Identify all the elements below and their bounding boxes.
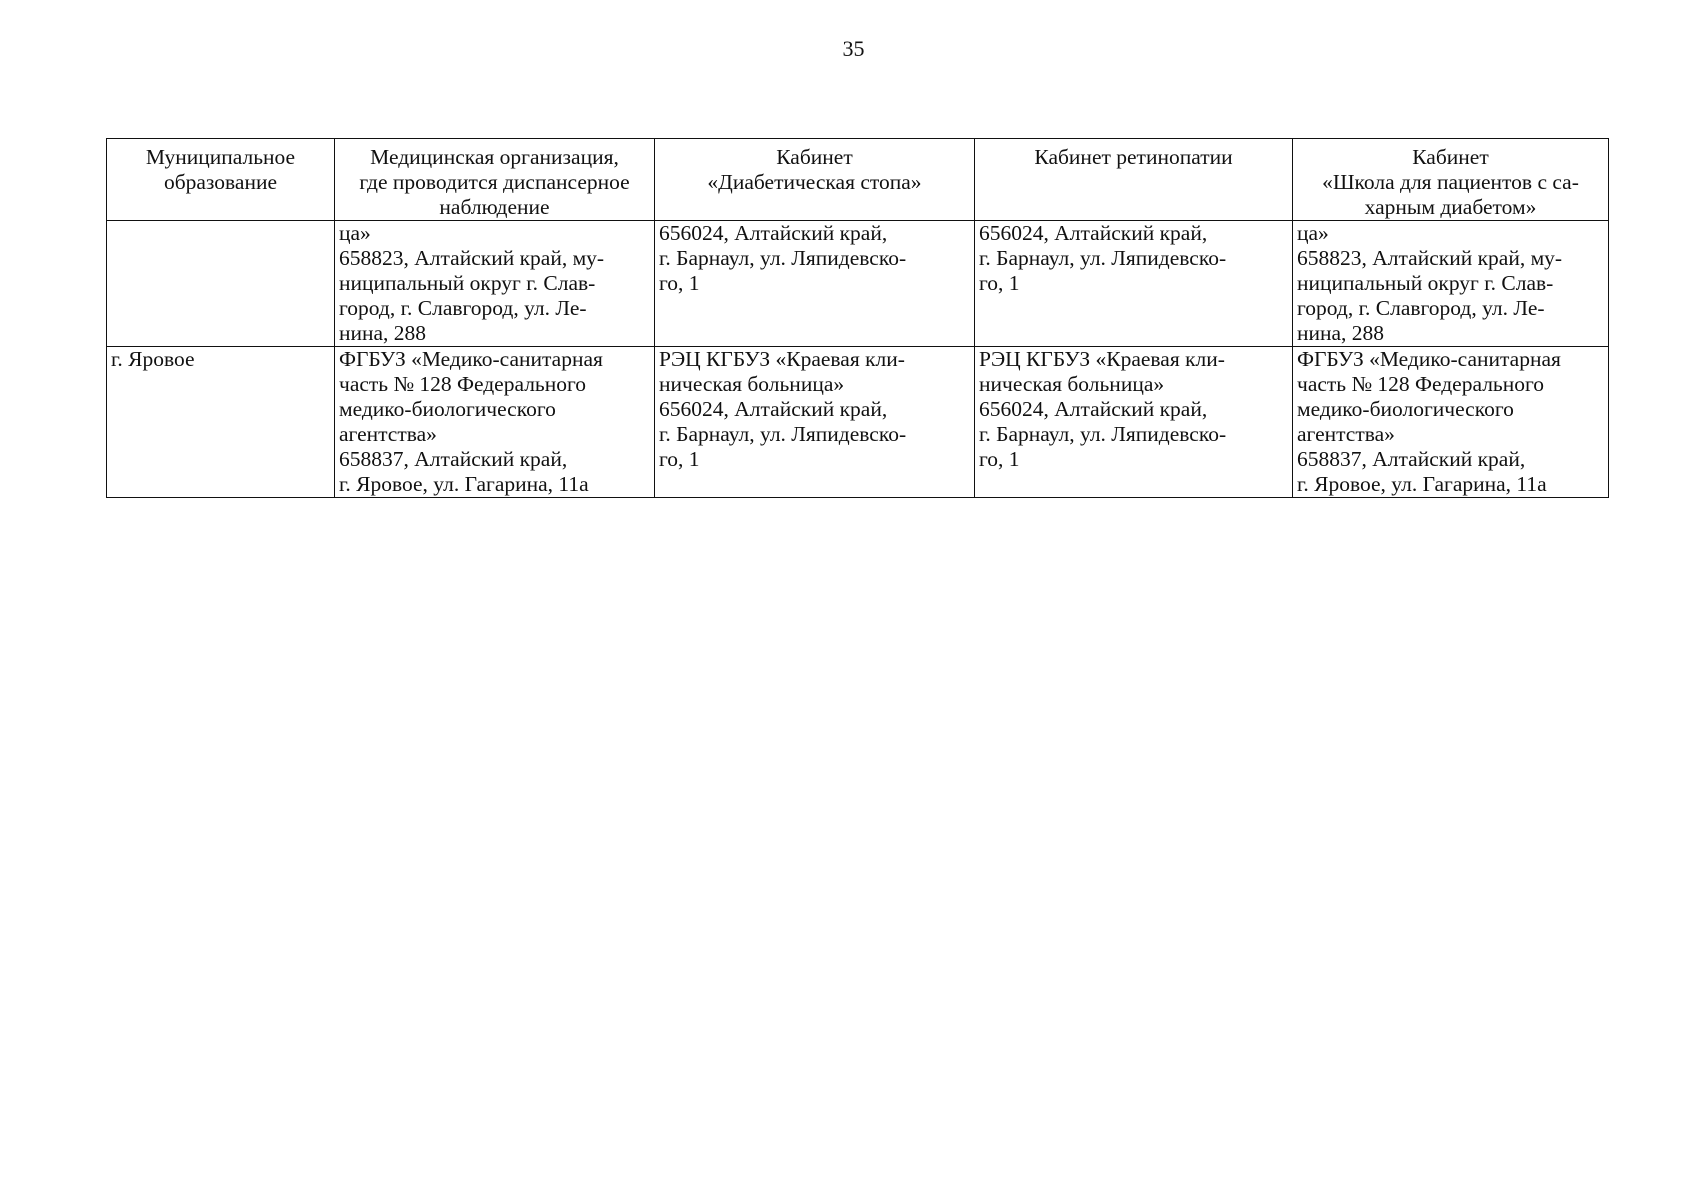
header-medical-organization: Медицинская организация, где проводится диспансерное наблюдение	[335, 139, 655, 221]
table-cell: ца» 658823, Алтайский край, му- ниципальный округ г. Слав- город, г. Славгород, ул. Ле- нина, 288	[1293, 221, 1609, 347]
dispensary-table	[106, 138, 1609, 498]
table-cell: 656024, Алтайский край, г. Барнаул, ул. Ляпидевско- го, 1	[655, 221, 975, 347]
header-diabetes-school: Кабинет «Школа для пациентов с са- харным диабетом»	[1293, 139, 1609, 221]
page-number: 35	[842, 36, 865, 61]
table-header-row	[107, 139, 1609, 221]
table-row	[107, 347, 1609, 498]
table-cell: ФГБУЗ «Медико-санитарная часть № 128 Федерального медико-биологического агентства» 658837, Алтайский край, г. Яровое, ул. Гагарина, 11а	[335, 347, 655, 498]
table-row	[107, 221, 1609, 347]
table-cell: 656024, Алтайский край, г. Барнаул, ул. Ляпидевско- го, 1	[975, 221, 1293, 347]
header-retinopathy: Кабинет ретинопатии	[975, 139, 1293, 221]
table-cell: РЭЦ КГБУЗ «Краевая кли- ническая больница» 656024, Алтайский край, г. Барнаул, ул. Ляпидевско- го, 1	[655, 347, 975, 498]
header-municipality: Муниципальное образование	[107, 139, 335, 221]
table-cell: г. Яровое	[107, 347, 335, 498]
header-diabetic-foot: Кабинет «Диабетическая стопа»	[655, 139, 975, 221]
table-cell: ца» 658823, Алтайский край, му- ниципальный округ г. Слав- город, г. Славгород, ул. Ле- нина, 288	[335, 221, 655, 347]
table-cell: ФГБУЗ «Медико-санитарная часть № 128 Федерального медико-биологического агентства» 658837, Алтайский край, г. Яровое, ул. Гагарина, 11а	[1293, 347, 1609, 498]
table-cell	[107, 221, 335, 347]
table-cell: РЭЦ КГБУЗ «Краевая кли- ническая больница» 656024, Алтайский край, г. Барнаул, ул. Ляпидевско- го, 1	[975, 347, 1293, 498]
